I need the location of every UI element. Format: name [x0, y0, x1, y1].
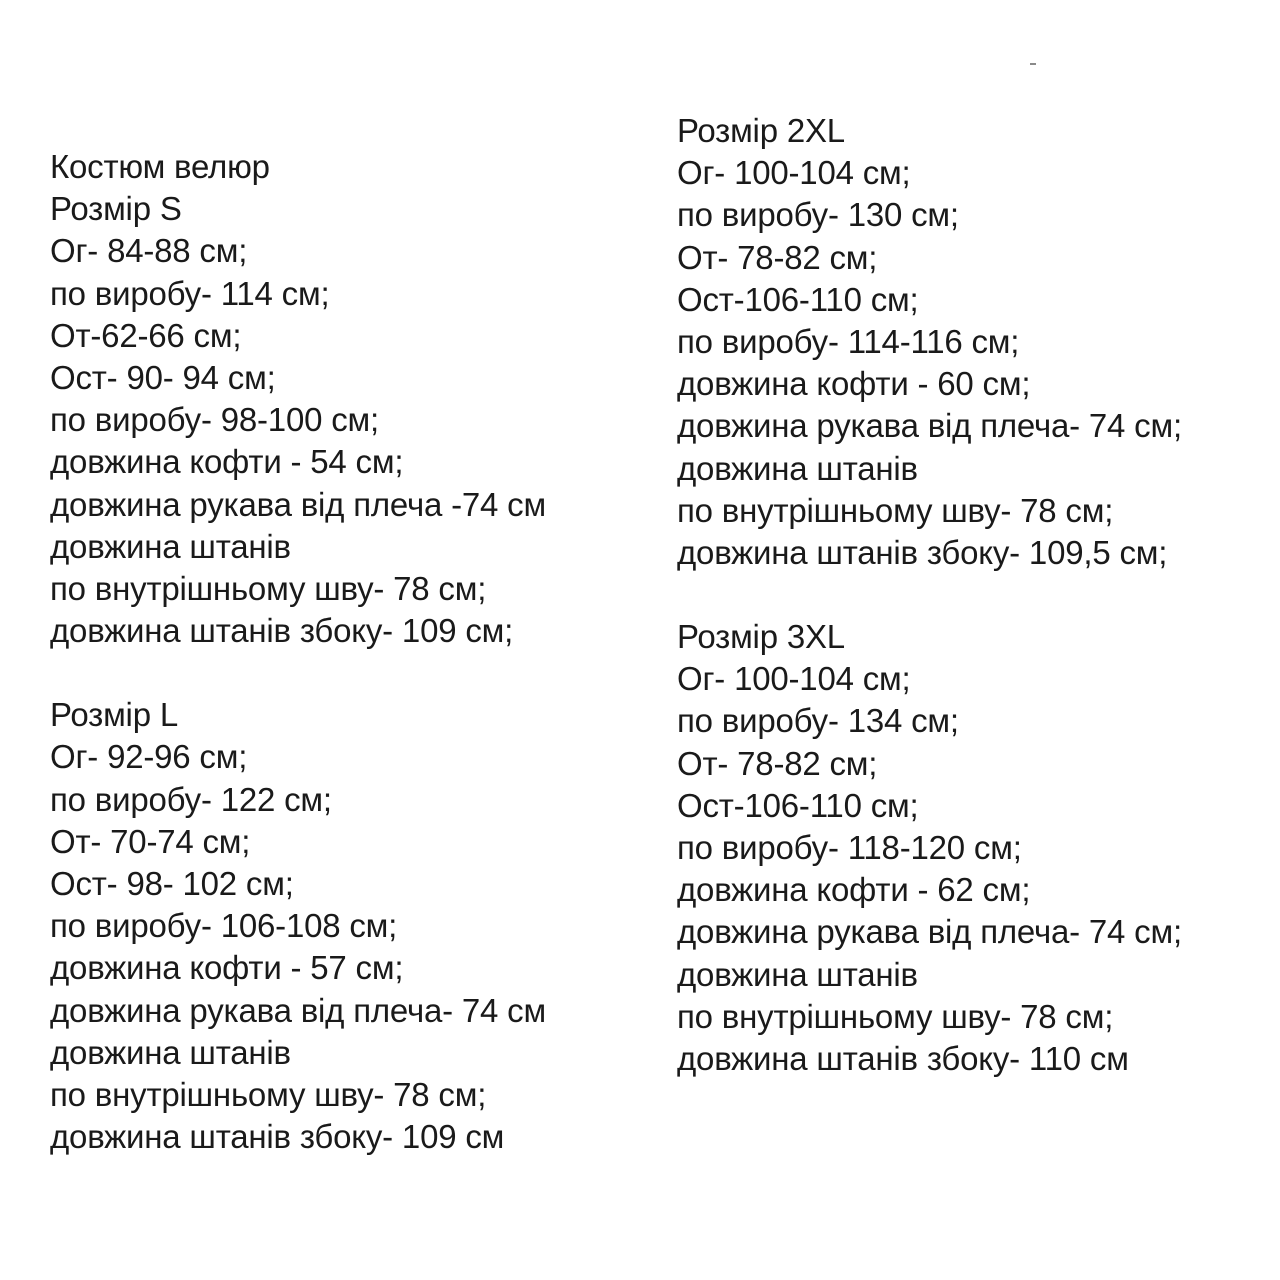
measurement-line: От- 70-74 см; — [50, 822, 251, 860]
measurement-line: От-62-66 см; — [50, 316, 242, 354]
measurement-line: по виробу- 98-100 см; — [50, 401, 379, 439]
measurement-line: довжина штанів збоку- 110 см — [677, 1039, 1129, 1077]
block-spacer — [50, 652, 546, 694]
measurement-line: довжина кофти - 62 см; — [677, 871, 1031, 909]
measurement-line: по виробу- 122 см; — [50, 780, 332, 818]
size-block-3xl — [677, 616, 1182, 1080]
measurement-line: Ост- 98- 102 см; — [50, 865, 294, 902]
document-title: Костюм велюр — [50, 148, 270, 185]
measurement-line: довжина штанів — [50, 527, 291, 565]
measurement-line: довжина штанів збоку- 109 см; — [50, 612, 514, 650]
measurement-line: Ог- 100-104 см; — [677, 660, 911, 698]
measurement-line: по виробу- 114 см; — [50, 274, 330, 312]
measurement-line: довжина кофти - 54 см; — [50, 443, 404, 481]
measurement-line: довжина рукава від плеча- 74 см — [50, 991, 546, 1029]
scan-artifact-mark — [1030, 63, 1036, 65]
right-column — [677, 110, 1182, 1080]
measurement-line: довжина штанів — [677, 955, 918, 993]
measurement-line: довжина кофти - 60 см; — [677, 365, 1031, 403]
measurement-line: по виробу- 118-120 см; — [677, 829, 1022, 866]
measurement-line: довжина рукава від плеча- 74 см; — [677, 407, 1182, 445]
size-block-s — [50, 188, 546, 652]
measurement-line: Ог- 84-88 см; — [50, 232, 248, 270]
size-heading: Розмір 3XL — [677, 618, 845, 656]
size-block-2xl — [677, 110, 1182, 574]
measurement-line: Ост- 90- 94 см; — [50, 358, 276, 396]
left-column — [50, 146, 546, 1158]
measurement-line: по внутрішньому шву- 78 см; — [50, 569, 487, 607]
measurement-line: по виробу- 106-108 см; — [50, 907, 398, 945]
measurement-line: Ост-106-110 см; — [677, 280, 919, 318]
measurement-line: Ог- 92-96 см; — [50, 738, 248, 776]
size-block-l — [50, 694, 546, 1158]
measurement-line: довжина штанів збоку- 109 см — [50, 1118, 505, 1156]
measurement-line: по виробу- 134 см; — [677, 702, 959, 740]
measurement-line: Ост-106-110 см; — [677, 786, 919, 824]
measurement-line: довжина кофти - 57 см; — [50, 949, 404, 987]
measurement-line: довжина рукава від плеча -74 см — [50, 485, 546, 523]
measurement-line: по внутрішньому шву- 78 см; — [50, 1075, 487, 1113]
measurement-line: по виробу- 114-116 см; — [677, 322, 1020, 360]
measurement-line: довжина рукава від плеча- 74 см; — [677, 913, 1182, 951]
block-spacer — [677, 574, 1182, 616]
measurement-line: довжина штанів — [50, 1033, 291, 1071]
measurement-line: по внутрішньому шву- 78 см; — [677, 491, 1114, 529]
size-heading: Розмір L — [50, 696, 178, 734]
measurement-line: От- 78-82 см; — [677, 744, 878, 782]
measurement-line: От- 78-82 см; — [677, 238, 878, 276]
measurement-line: по внутрішньому шву- 78 см; — [677, 997, 1114, 1035]
size-heading: Розмір S — [50, 190, 182, 228]
measurement-line: довжина штанів — [677, 449, 918, 487]
measurement-line: по виробу- 130 см; — [677, 196, 959, 234]
measurement-line: довжина штанів збоку- 109,5 см; — [677, 533, 1168, 571]
measurement-line: Ог- 100-104 см; — [677, 154, 911, 192]
size-heading: Розмір 2XL — [677, 112, 845, 149]
